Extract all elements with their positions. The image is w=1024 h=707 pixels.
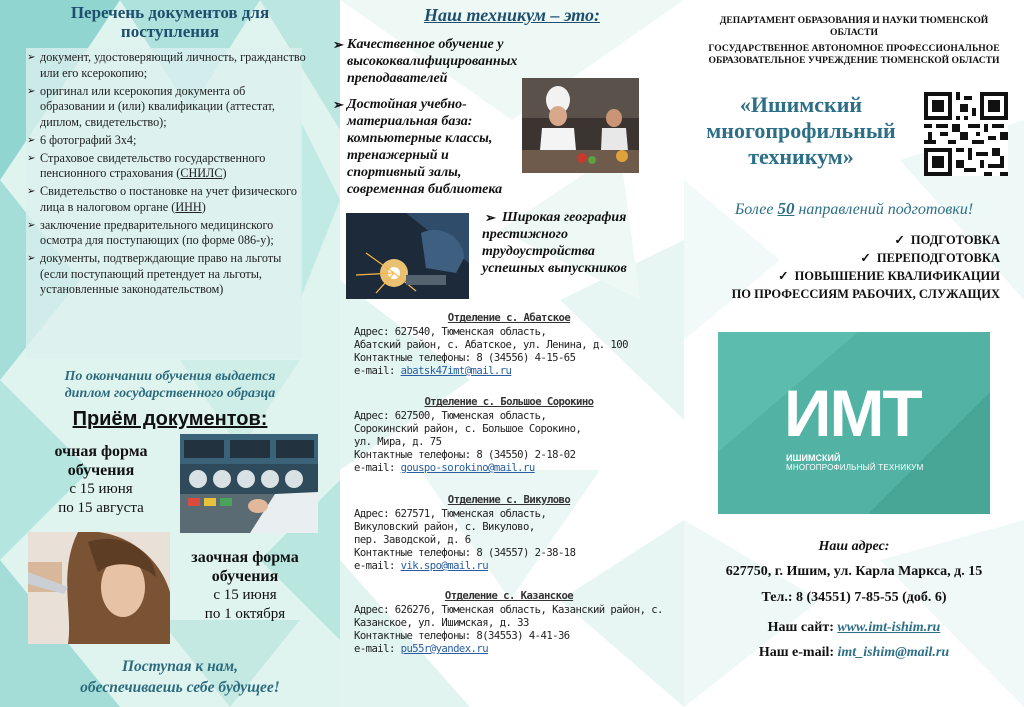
- document-item: ➢ 6 фотографий 3х4;: [27, 133, 307, 149]
- right-column: [684, 0, 1024, 707]
- college-name: «Ишимский многопрофильный техникум»: [706, 92, 896, 169]
- logo-caption: ИШИМСКИЙ МНОГОПРОФИЛЬНЫЙ ТЕХНИКУМ: [786, 453, 924, 472]
- address-title: Наш адрес:: [818, 539, 890, 554]
- directions-count: Более 50 направлений подготовки!: [734, 199, 974, 218]
- website-link[interactable]: www.imt-ishim.ru: [837, 620, 941, 635]
- branch-email-link[interactable]: abatsk47imt@mail.ru: [400, 365, 512, 377]
- program-item: ПО ПРОФЕССИЯМ РАБОЧИХ, СЛУЖАЩИХ: [731, 287, 1000, 301]
- document-item: ➢ документ, удостоверяющий личность, гражданство или его ксерокопию;: [27, 50, 307, 81]
- document-item: ➢ документы, подтверждающие право на льготы (если поступающий претендует на льготы, установленные законодательством): [27, 251, 307, 298]
- documents-list: [27, 50, 307, 300]
- college-features-title: Наш техникум – это:: [423, 5, 600, 25]
- part-time-block: заочная форма обучения с 15 июня по 1 октября: [191, 549, 299, 622]
- control-panel-photo: [180, 434, 318, 533]
- document-item: ➢ оригинал или ксерокопия документа об образовании и (или) квалификации (аттестат, диплом, свидетельство);: [27, 84, 307, 131]
- check-icon: ✓: [894, 233, 905, 247]
- qr-code-icon: [924, 92, 1008, 176]
- logo-text: ИМТ: [784, 376, 921, 450]
- feature-quality-teaching: ➢ Качественное обучение у высококвалифицированных преподавателей: [333, 37, 518, 86]
- college-logo: [718, 332, 990, 514]
- branch-email-link[interactable]: pu55r@yandex.ru: [400, 643, 489, 655]
- left-column: [0, 0, 340, 707]
- email: Наш e-mail: imt_ishim@mail.ru: [758, 645, 950, 660]
- diploma-note: По окончании обучения выдается диплом государственного образца: [64, 369, 276, 401]
- documents-title: Перечень документов для поступления: [70, 3, 270, 41]
- hairdresser-photo: [28, 532, 170, 644]
- phone: Тел.: 8 (34551) 7-85-55 (доб. 6): [761, 590, 947, 605]
- branch-email-link[interactable]: vik.spo@mail.ru: [400, 560, 489, 572]
- arrow-bullet-icon: ➢: [333, 37, 344, 52]
- branch-vikulovo: Отделение с. Викулово Адрес: 627571, Тюменская область, Викуловский район, с. Викулово, пер. Заводской, д. 6 Контактные телефоны: 8 (34557) 2-38-18 e-mail: vik.spo@mail.ru: [354, 494, 576, 572]
- website: Наш сайт: www.imt-ishim.ru: [767, 620, 941, 635]
- department-header: ДЕПАРТАМЕНТ ОБРАЗОВАНИЯ И НАУКИ ТЮМЕНСКОЙ ОБЛАСТИ ГОСУДАРСТВЕННОЕ АВТОНОМНОЕ ПРОФЕССИОНАЛЬНОЕ ОБРАЗОВАТЕЛЬНОЕ УЧРЕЖДЕНИЕ ТЮМЕНСКОЙ ОБЛАСТИ: [708, 15, 1000, 66]
- document-item: ➢ Свидетельство о постановке на учет физического лица в налоговом органе (ИНН): [27, 184, 307, 215]
- feature-employment: ➢ Широкая география престижного трудоустройства успешных выпускников: [482, 210, 627, 276]
- branch-bolshoe-sorokino: Отделение с. Большое Сорокино Адрес: 627500, Тюменская область, Сорокинский район, с. Большое Сорокино, ул. Мира, д. 75 Контактные телефоны: 8 (34550) 2-18-02 e-mail: gouspo-sorokino@mail.ru: [354, 396, 594, 474]
- address: 627750, г. Ишим, ул. Карла Маркса, д. 15: [725, 564, 983, 579]
- arrow-bullet-icon: ➢: [333, 97, 344, 112]
- program-item: ✓ ПЕРЕПОДГОТОВКА: [860, 251, 1000, 265]
- document-item: ➢ заключение предварительного медицинского осмотра для поступающих (по форме 086-у);: [27, 218, 307, 249]
- program-item: ✓ ПОДГОТОВКА: [894, 233, 1000, 247]
- arrow-bullet-icon: ➢: [485, 210, 496, 225]
- branch-kazanskoe: Отделение с. Казанское Адрес: 626276, Тюменская область, Казанский район, с. Казанское, ул. Ишимская, д. 33 Контактные телефоны: 8(34553) 4-41-36 e-mail: pu55r@yandex.ru: [354, 590, 663, 655]
- check-icon: ✓: [778, 269, 789, 283]
- welding-photo: [346, 213, 469, 299]
- slogan: Поступая к нам, обеспечиваешь себе будущее!: [80, 658, 280, 696]
- email-link[interactable]: imt_ishim@mail.ru: [837, 645, 950, 660]
- programs-list: [732, 231, 1000, 303]
- document-item: ➢ Страховое свидетельство государственного пенсионного страхования (СНИЛС): [27, 151, 307, 182]
- branch-abatskoe: Отделение с. Абатское Адрес: 627540, Тюменская область, Абатский район, с. Абатское, ул. Ленина, д. 100 Контактные телефоны: 8 (34556) 4-15-65 e-mail: abatsk47imt@mail.ru: [354, 312, 628, 377]
- feature-facilities: ➢ Достойная учебно- материальная база: компьютерные классы, тренажерный и спортивный залы, современная библиотека: [333, 97, 503, 197]
- program-item: ✓ ПОВЫШЕНИЕ КВАЛИФИКАЦИИ: [778, 269, 1000, 283]
- chef-photo: [522, 78, 639, 173]
- check-icon: ✓: [860, 251, 871, 265]
- admission-title: Приём документов:: [72, 408, 268, 430]
- middle-column: [333, 0, 684, 707]
- branch-email-link[interactable]: gouspo-sorokino@mail.ru: [400, 462, 535, 474]
- full-time-block: очная форма обучения с 15 июня по 15 августа: [54, 443, 148, 516]
